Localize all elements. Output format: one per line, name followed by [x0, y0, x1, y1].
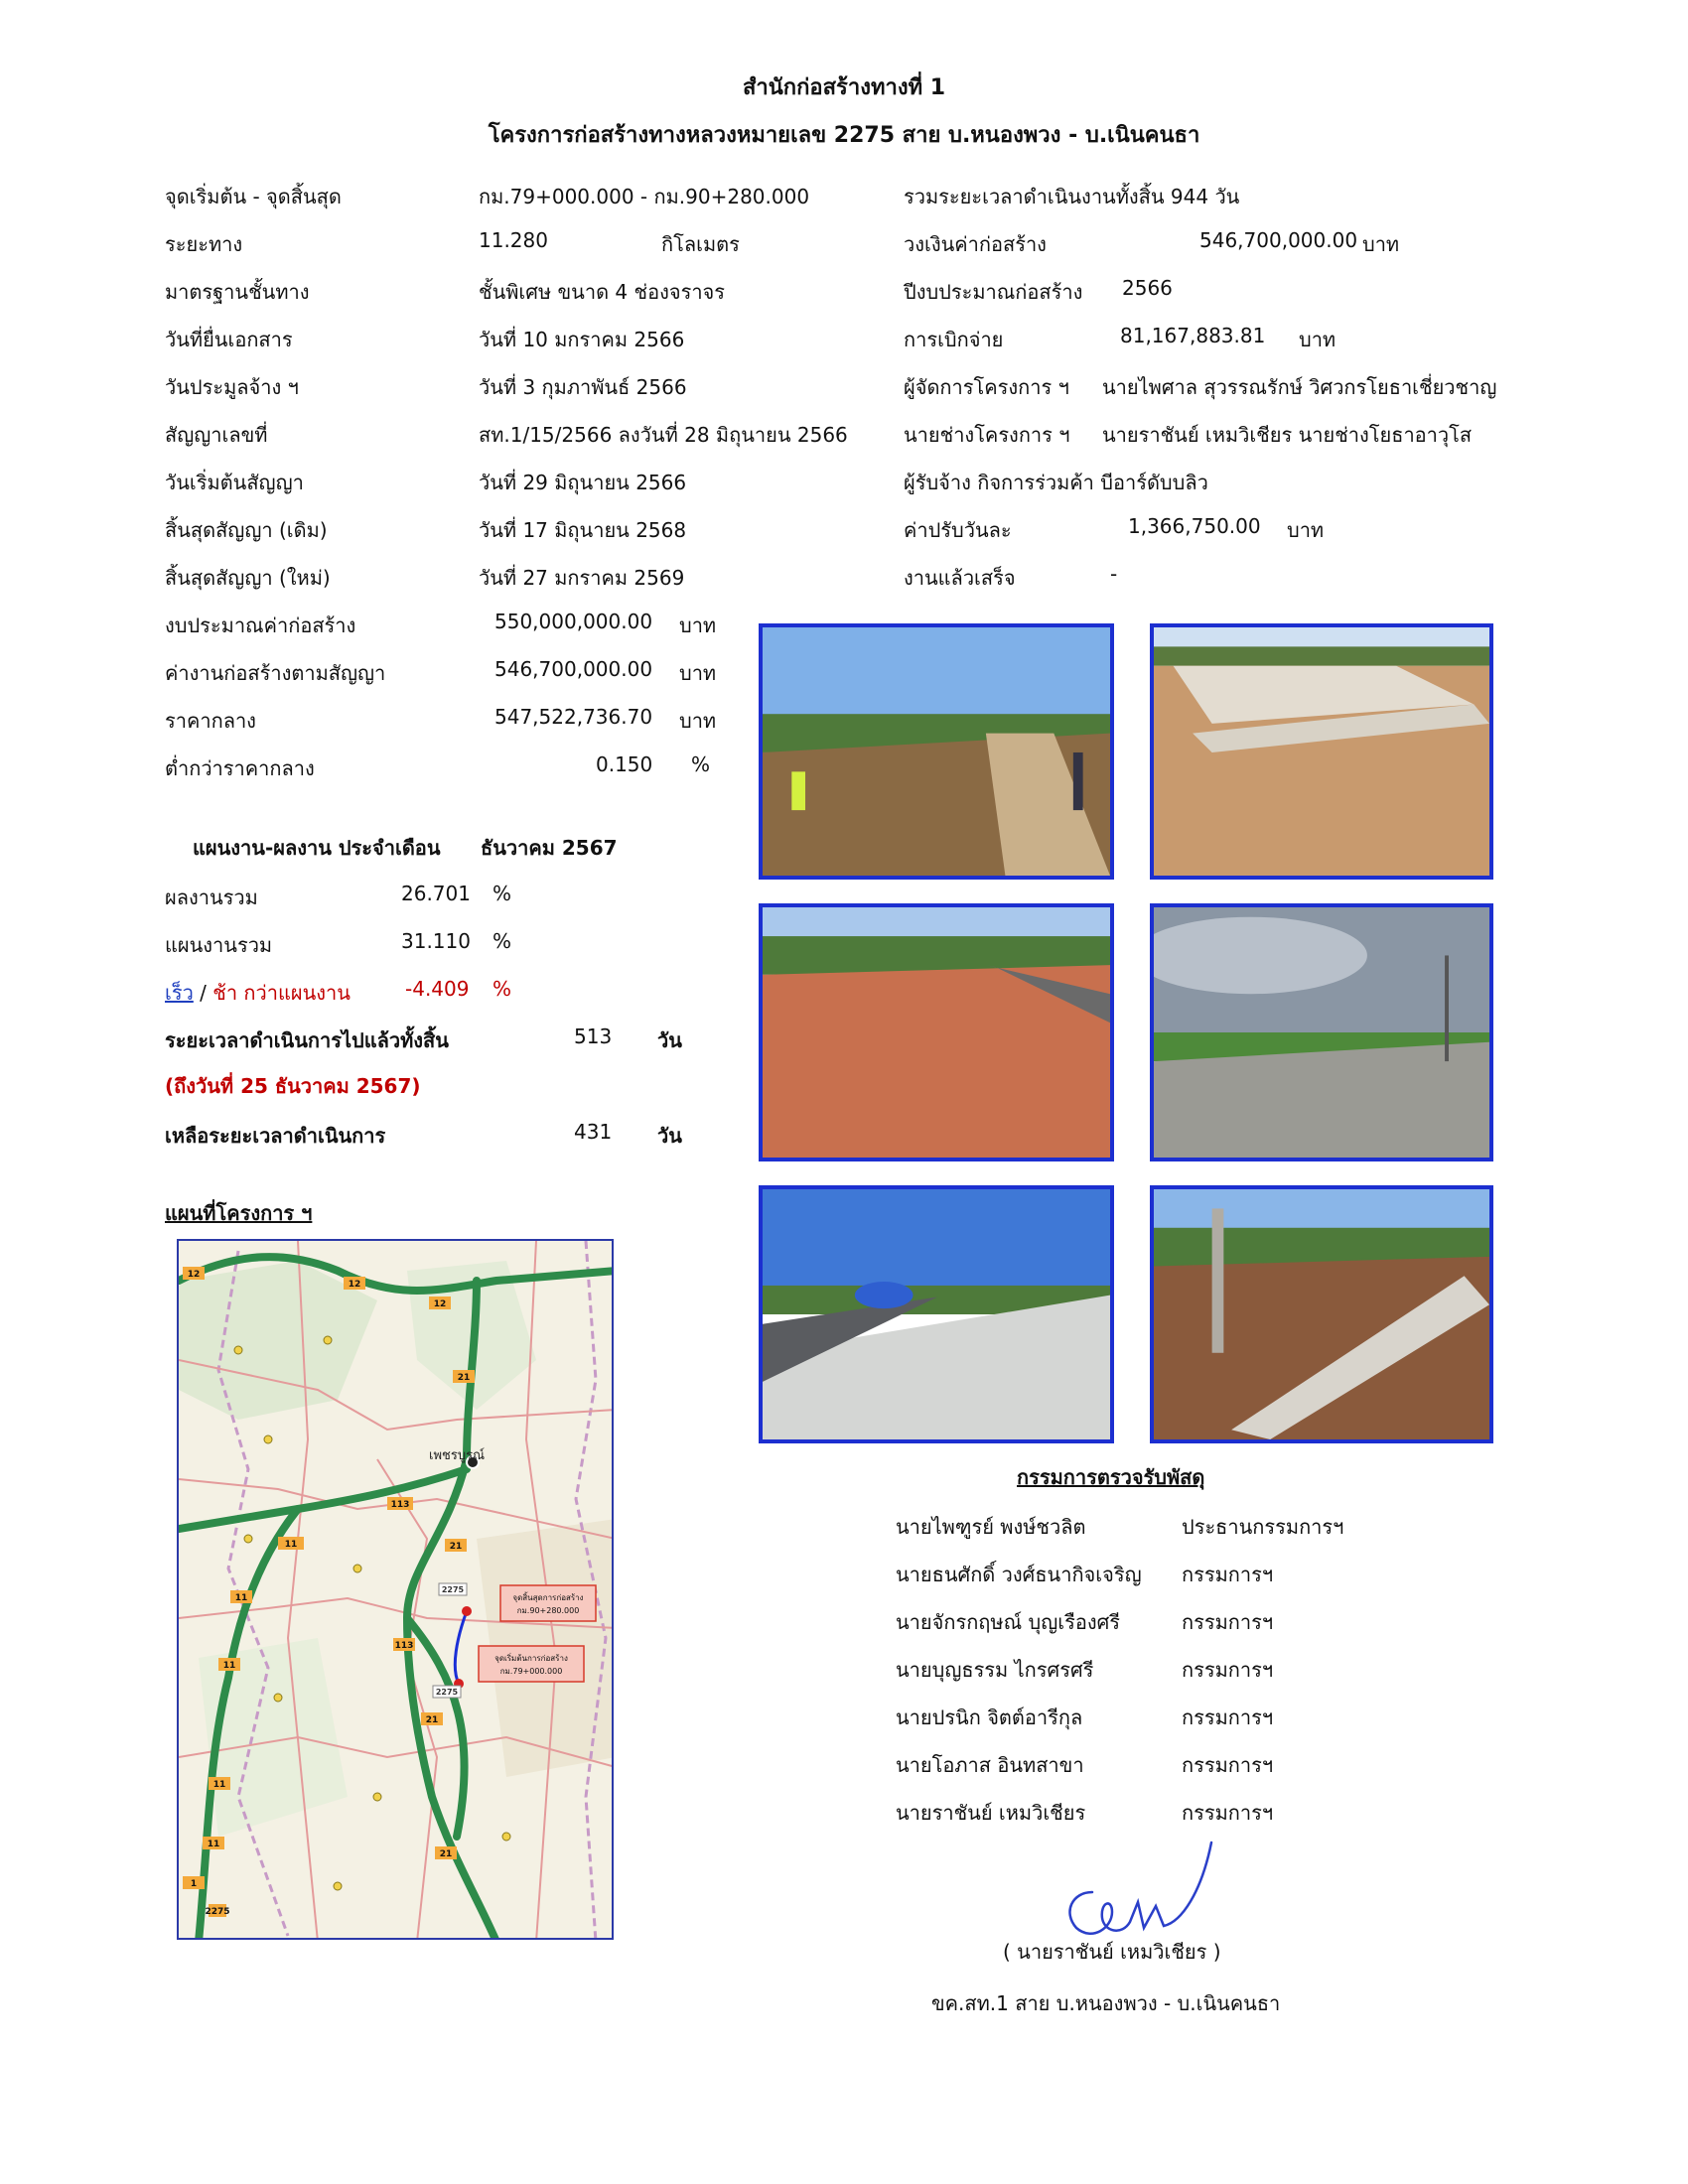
budget-unit: บาท — [679, 709, 717, 733]
route-shield: 21 — [457, 1373, 471, 1383]
member-role: ประธานกรรมการฯ — [1182, 1515, 1344, 1539]
slow-label: ช้า กว่าแผนงาน — [212, 981, 351, 1005]
info-unit: กิโลเมตร — [661, 232, 740, 256]
map-end-km: กม.90+280.000 — [516, 1606, 580, 1615]
route-shield: 11 — [207, 1840, 220, 1849]
site-photo-6 — [1150, 1185, 1493, 1443]
info-label: วงเงินค่าก่อสร้าง — [904, 232, 1047, 256]
info-label: สิ้นสุดสัญญา (ใหม่) — [165, 566, 331, 590]
info-value: วันที่ 17 มิถุนายน 2568 — [479, 518, 687, 542]
info-value: ชั้นพิเศษ ขนาด 4 ช่องจราจร — [479, 280, 726, 304]
info-value: 1,366,750.00 — [1128, 514, 1261, 538]
member-role: กรรมการฯ — [1182, 1563, 1274, 1586]
route-shield: 12 — [187, 1270, 201, 1280]
member-name: นายไพฑูรย์ พงษ์ชวลิต — [896, 1515, 1086, 1539]
route-shield: 12 — [348, 1280, 361, 1290]
project-title: โครงการก่อสร้างทางหลวงหมายเลข 2275 สาย บ.หนองพวง - บ.เนินคนธา — [488, 123, 1200, 148]
result-unit: % — [492, 882, 512, 905]
info-value: สท.1/15/2566 ลงวันที่ 28 มิถุนายน 2566 — [479, 423, 848, 447]
member-role: กรรมการฯ — [1182, 1801, 1274, 1825]
plan-unit: % — [492, 929, 512, 953]
info-value: - — [1110, 562, 1118, 586]
budget-label: งบประมาณค่าก่อสร้าง — [165, 614, 356, 637]
info-label: นายช่างโครงการ ฯ — [904, 423, 1070, 447]
result-label: ผลงานรวม — [165, 886, 258, 909]
plan-label: แผนงานรวม — [165, 933, 273, 957]
result-value: 26.701 — [401, 882, 471, 905]
info-label: สิ้นสุดสัญญา (เดิม) — [165, 518, 328, 542]
member-role: กรรมการฯ — [1182, 1658, 1274, 1682]
member-name: นายปรนิก จิตต์อารีกุล — [896, 1706, 1083, 1729]
info-value: นายราชันย์ เหมวิเชียร นายช่างโยธาอาวุโส — [1102, 423, 1473, 447]
site-photo-5 — [759, 1185, 1114, 1443]
info-unit: บาท — [1287, 518, 1325, 542]
route-shield: 11 — [234, 1593, 248, 1603]
diff-separator: / — [193, 981, 213, 1005]
info-value: วันที่ 27 มกราคม 2569 — [479, 566, 685, 590]
info-value: นายไพศาล สุวรรณรักษ์ วิศวกรโยธาเชี่ยวชาญ — [1102, 375, 1497, 399]
info-label: ปีงบประมาณก่อสร้าง — [904, 280, 1083, 304]
diff-value: -4.409 — [405, 977, 470, 1001]
info-value: 11.280 — [479, 228, 548, 252]
route-shield: 11 — [222, 1661, 236, 1671]
budget-value: 550,000,000.00 — [494, 610, 653, 633]
site-photo-1 — [759, 623, 1114, 880]
info-unit: บาท — [1362, 232, 1400, 256]
info-label: วันเริ่มต้นสัญญา — [165, 471, 304, 494]
info-label: จุดเริ่มต้น - จุดสิ้นสุด — [165, 185, 342, 208]
info-unit: บาท — [1299, 328, 1336, 351]
map-city: เพชรบูรณ์ — [429, 1448, 486, 1463]
member-name: นายจักรกฤษณ์ บุญเรืองศรี — [896, 1610, 1121, 1634]
info-value: วันที่ 10 มกราคม 2566 — [479, 328, 685, 351]
elapsed-unit: วัน — [657, 1028, 682, 1052]
site-photo-2 — [1150, 623, 1493, 880]
info-label: วันประมูลจ้าง ฯ — [165, 375, 299, 399]
route-shield: 21 — [449, 1542, 463, 1552]
remain-value: 431 — [574, 1120, 613, 1144]
info-label: รวมระยะเวลาดำเนินงานทั้งสิ้น 944 วัน — [904, 185, 1240, 208]
info-value: วันที่ 29 มิถุนายน 2566 — [479, 471, 687, 494]
route-shield: 12 — [433, 1299, 447, 1309]
budget-value: 0.150 — [596, 752, 653, 776]
remain-label: เหลือระยะเวลาดำเนินการ — [165, 1124, 386, 1148]
info-value: วันที่ 3 กุมภาพันธ์ 2566 — [479, 375, 687, 399]
budget-unit: % — [691, 752, 711, 776]
page-title: สำนักก่อสร้างทางที่ 1 — [742, 75, 946, 100]
signer-name: ( นายราชันย์ เหมวิเชียร ) — [1003, 1940, 1221, 1964]
remain-unit: วัน — [657, 1124, 682, 1148]
committee-heading: กรรมการตรวจรับพัสดุ — [1017, 1465, 1205, 1489]
info-value: 81,167,883.81 — [1120, 324, 1266, 347]
project-map — [177, 1239, 614, 1940]
route-shield: 21 — [425, 1715, 439, 1725]
signer-position: ขค.สท.1 สาย บ.หนองพวง - บ.เนินคนธา — [931, 1991, 1281, 2015]
info-label: ผู้รับจ้าง กิจการร่วมค้า บีอาร์ดับบลิว — [904, 471, 1208, 494]
progress-month: ธันวาคม 2567 — [481, 836, 618, 860]
info-label: วันที่ยื่นเอกสาร — [165, 328, 293, 351]
plan-value: 31.110 — [401, 929, 471, 953]
budget-value: 547,522,736.70 — [494, 705, 653, 729]
route-shield: 2275 — [205, 1907, 230, 1917]
info-label: ระยะทาง — [165, 232, 243, 256]
info-label: มาตรฐานชั้นทาง — [165, 280, 310, 304]
diff-unit: % — [492, 977, 512, 1001]
info-value: กม.79+000.000 - กม.90+280.000 — [479, 185, 810, 208]
info-label: งานแล้วเสร็จ — [904, 566, 1016, 590]
route-shield: 113 — [390, 1500, 410, 1510]
info-label: ค่าปรับวันละ — [904, 518, 1012, 542]
diff-label — [165, 977, 351, 1009]
budget-label: ค่างานก่อสร้างตามสัญญา — [165, 661, 386, 685]
fast-label: เร็ว — [165, 981, 194, 1005]
as-of-date: (ถึงวันที่ 25 ธันวาคม 2567) — [165, 1074, 421, 1098]
site-photo-3 — [759, 903, 1114, 1161]
budget-label: ราคากลาง — [165, 709, 256, 733]
member-name: นายบุญธรรม ไกรศรศรี — [896, 1658, 1094, 1682]
map-graphic — [179, 1241, 614, 1940]
map-start-label: จุดเริ่มต้นการก่อสร้าง — [494, 1654, 568, 1663]
route-shield: 11 — [212, 1780, 226, 1790]
budget-unit: บาท — [679, 661, 717, 685]
map-heading: แผนที่โครงการ ฯ — [165, 1201, 313, 1225]
budget-value: 546,700,000.00 — [494, 657, 653, 681]
member-role: กรรมการฯ — [1182, 1753, 1274, 1777]
route-shield: 2275 — [441, 1585, 465, 1594]
elapsed-value: 513 — [574, 1024, 613, 1048]
member-role: กรรมการฯ — [1182, 1706, 1274, 1729]
member-name: นายราชันย์ เหมวิเชียร — [896, 1801, 1086, 1825]
info-label: สัญญาเลขที่ — [165, 423, 268, 447]
info-value: 546,700,000.00 — [1199, 228, 1358, 252]
progress-heading: แผนงาน-ผลงาน ประจำเดือน — [193, 836, 441, 860]
route-shield: 21 — [439, 1849, 453, 1859]
info-label: การเบิกจ่าย — [904, 328, 1004, 351]
route-shield: 11 — [284, 1540, 298, 1550]
member-name: นายโอภาส อินทสาขา — [896, 1753, 1084, 1777]
route-shield: 113 — [394, 1641, 414, 1651]
map-end-label: จุดสิ้นสุดการก่อสร้าง — [512, 1593, 584, 1602]
site-photo-4 — [1150, 903, 1493, 1161]
member-name: นายธนศักดิ์ วงศ์ธนากิจเจริญ — [896, 1563, 1142, 1586]
map-start-km: กม.79+000.000 — [499, 1667, 563, 1676]
budget-label: ต่ำกว่าราคากลาง — [165, 756, 315, 780]
info-value: 2566 — [1122, 276, 1173, 300]
info-label: ผู้จัดการโครงการ ฯ — [904, 375, 1069, 399]
budget-unit: บาท — [679, 614, 717, 637]
route-shield: 1 — [190, 1879, 198, 1889]
member-role: กรรมการฯ — [1182, 1610, 1274, 1634]
signature-icon — [1053, 1833, 1231, 1952]
elapsed-label: ระยะเวลาดำเนินการไปแล้วทั้งสิ้น — [165, 1028, 449, 1052]
route-shield: 2275 — [435, 1688, 459, 1697]
